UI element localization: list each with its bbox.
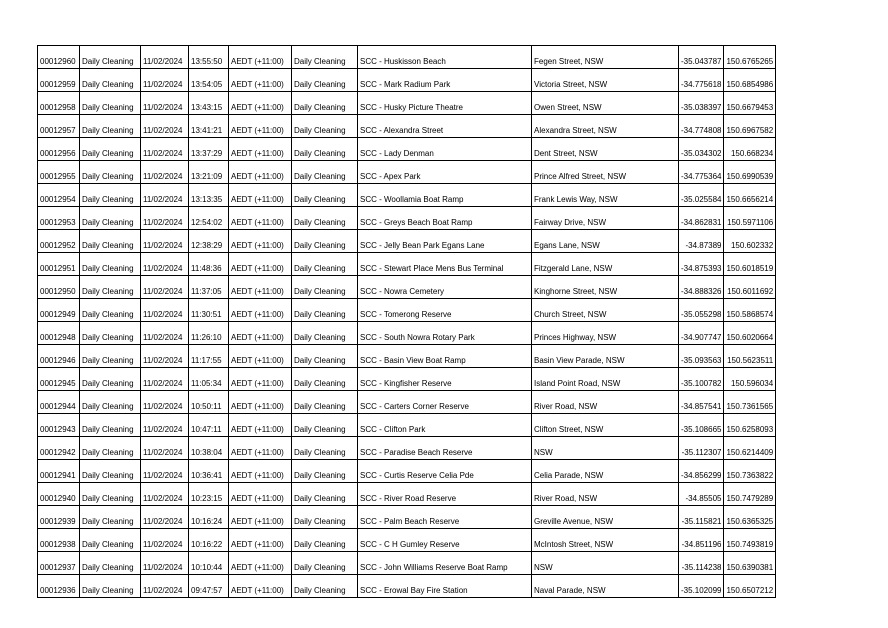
cell-address: Basin View Parade, NSW: [532, 345, 679, 368]
cell-record-id: 00012960: [38, 46, 80, 69]
cell-date: 11/02/2024: [141, 460, 189, 483]
cell-time: 13:43:15: [189, 92, 229, 115]
cell-site-name: SCC - C H Gumley Reserve: [358, 529, 532, 552]
cell-latitude: -34.862831: [679, 207, 724, 230]
cell-date: 11/02/2024: [141, 207, 189, 230]
cell-site-name: SCC - Apex Park: [358, 161, 532, 184]
cell-category: Daily Cleaning: [292, 460, 358, 483]
cell-address: NSW: [532, 552, 679, 575]
cell-latitude: -35.115821: [679, 506, 724, 529]
cell-timezone: AEDT (+11:00): [229, 69, 292, 92]
cell-time: 13:21:09: [189, 161, 229, 184]
cell-longitude: 150.7363822: [724, 460, 776, 483]
cell-category: Daily Cleaning: [292, 368, 358, 391]
cell-date: 11/02/2024: [141, 437, 189, 460]
cell-timezone: AEDT (+11:00): [229, 483, 292, 506]
table-row: [38, 276, 776, 299]
cell-time: 10:38:04: [189, 437, 229, 460]
cell-latitude: -35.112307: [679, 437, 724, 460]
cell-address: River Road, NSW: [532, 483, 679, 506]
cell-date: 11/02/2024: [141, 276, 189, 299]
cell-task-type: Daily Cleaning: [80, 529, 141, 552]
cell-category: Daily Cleaning: [292, 299, 358, 322]
cell-longitude: 150.7361565: [724, 391, 776, 414]
cell-site-name: SCC - Jelly Bean Park Egans Lane: [358, 230, 532, 253]
cell-time: 11:30:51: [189, 299, 229, 322]
cell-category: Daily Cleaning: [292, 230, 358, 253]
cell-record-id: 00012937: [38, 552, 80, 575]
cell-time: 12:38:29: [189, 230, 229, 253]
cell-record-id: 00012945: [38, 368, 80, 391]
cell-task-type: Daily Cleaning: [80, 506, 141, 529]
cell-category: Daily Cleaning: [292, 138, 358, 161]
cell-address: Celia Parade, NSW: [532, 460, 679, 483]
cell-longitude: 150.7493819: [724, 529, 776, 552]
cell-site-name: SCC - Stewart Place Mens Bus Terminal: [358, 253, 532, 276]
cell-site-name: SCC - Erowal Bay Fire Station: [358, 575, 532, 598]
cell-record-id: 00012958: [38, 92, 80, 115]
cell-date: 11/02/2024: [141, 414, 189, 437]
cell-latitude: -34.85505: [679, 483, 724, 506]
cell-site-name: SCC - Nowra Cemetery: [358, 276, 532, 299]
cell-task-type: Daily Cleaning: [80, 322, 141, 345]
cell-latitude: -34.775364: [679, 161, 724, 184]
cell-record-id: 00012951: [38, 253, 80, 276]
cell-latitude: -34.856299: [679, 460, 724, 483]
cell-longitude: 150.6020664: [724, 322, 776, 345]
cell-longitude: 150.6656214: [724, 184, 776, 207]
cell-task-type: Daily Cleaning: [80, 138, 141, 161]
cell-time: 10:50:11: [189, 391, 229, 414]
cell-timezone: AEDT (+11:00): [229, 552, 292, 575]
cell-task-type: Daily Cleaning: [80, 575, 141, 598]
cell-longitude: 150.7479289: [724, 483, 776, 506]
cell-date: 11/02/2024: [141, 391, 189, 414]
cell-timezone: AEDT (+11:00): [229, 529, 292, 552]
cell-record-id: 00012939: [38, 506, 80, 529]
cell-timezone: AEDT (+11:00): [229, 437, 292, 460]
cell-category: Daily Cleaning: [292, 437, 358, 460]
cell-longitude: 150.6507212: [724, 575, 776, 598]
cell-latitude: -35.114238: [679, 552, 724, 575]
cell-record-id: 00012946: [38, 345, 80, 368]
table-row: [38, 207, 776, 230]
cell-timezone: AEDT (+11:00): [229, 46, 292, 69]
table-row: [38, 230, 776, 253]
cell-task-type: Daily Cleaning: [80, 161, 141, 184]
cell-record-id: 00012956: [38, 138, 80, 161]
cell-time: 11:48:36: [189, 253, 229, 276]
cell-site-name: SCC - South Nowra Rotary Park: [358, 322, 532, 345]
cell-date: 11/02/2024: [141, 322, 189, 345]
cell-task-type: Daily Cleaning: [80, 46, 141, 69]
cell-longitude: 150.6679453: [724, 92, 776, 115]
cell-time: 13:41:21: [189, 115, 229, 138]
cell-category: Daily Cleaning: [292, 276, 358, 299]
cell-longitude: 150.6967582: [724, 115, 776, 138]
cell-site-name: SCC - Carters Corner Reserve: [358, 391, 532, 414]
cell-category: Daily Cleaning: [292, 46, 358, 69]
table-row: [38, 391, 776, 414]
cell-date: 11/02/2024: [141, 345, 189, 368]
cell-task-type: Daily Cleaning: [80, 92, 141, 115]
cell-date: 11/02/2024: [141, 529, 189, 552]
cell-category: Daily Cleaning: [292, 391, 358, 414]
cell-record-id: 00012952: [38, 230, 80, 253]
cell-time: 09:47:57: [189, 575, 229, 598]
cell-record-id: 00012944: [38, 391, 80, 414]
cell-record-id: 00012938: [38, 529, 80, 552]
table-row: [38, 368, 776, 391]
table-row: [38, 69, 776, 92]
cell-category: Daily Cleaning: [292, 414, 358, 437]
cell-record-id: 00012955: [38, 161, 80, 184]
cell-time: 13:37:29: [189, 138, 229, 161]
cell-address: Fairway Drive, NSW: [532, 207, 679, 230]
cell-site-name: SCC - Alexandra Street: [358, 115, 532, 138]
cell-date: 11/02/2024: [141, 483, 189, 506]
cell-latitude: -35.025584: [679, 184, 724, 207]
cell-latitude: -34.857541: [679, 391, 724, 414]
cell-task-type: Daily Cleaning: [80, 299, 141, 322]
cell-category: Daily Cleaning: [292, 207, 358, 230]
cell-date: 11/02/2024: [141, 161, 189, 184]
cell-date: 11/02/2024: [141, 115, 189, 138]
cell-address: Frank Lewis Way, NSW: [532, 184, 679, 207]
cell-record-id: 00012953: [38, 207, 80, 230]
cell-address: Victoria Street, NSW: [532, 69, 679, 92]
table-row: [38, 299, 776, 322]
cell-timezone: AEDT (+11:00): [229, 345, 292, 368]
cell-site-name: SCC - Curtis Reserve Celia Pde: [358, 460, 532, 483]
cell-date: 11/02/2024: [141, 299, 189, 322]
table-row: [38, 529, 776, 552]
cell-record-id: 00012940: [38, 483, 80, 506]
table-row: [38, 161, 776, 184]
cell-latitude: -35.055298: [679, 299, 724, 322]
cell-time: 10:16:22: [189, 529, 229, 552]
cell-address: Island Point Road, NSW: [532, 368, 679, 391]
cell-category: Daily Cleaning: [292, 115, 358, 138]
cell-latitude: -35.093563: [679, 345, 724, 368]
cell-time: 11:05:34: [189, 368, 229, 391]
cell-latitude: -34.907747: [679, 322, 724, 345]
cell-longitude: 150.5971106: [724, 207, 776, 230]
cell-site-name: SCC - Clifton Park: [358, 414, 532, 437]
cleaning-log-table: [37, 45, 776, 598]
cell-address: Egans Lane, NSW: [532, 230, 679, 253]
cell-latitude: -35.038397: [679, 92, 724, 115]
cell-address: Church Street, NSW: [532, 299, 679, 322]
cell-date: 11/02/2024: [141, 46, 189, 69]
cell-address: Fitzgerald Lane, NSW: [532, 253, 679, 276]
cell-record-id: 00012943: [38, 414, 80, 437]
cell-latitude: -35.100782: [679, 368, 724, 391]
cell-time: 10:36:41: [189, 460, 229, 483]
cell-task-type: Daily Cleaning: [80, 483, 141, 506]
cell-category: Daily Cleaning: [292, 69, 358, 92]
cell-site-name: SCC - Paradise Beach Reserve: [358, 437, 532, 460]
cell-timezone: AEDT (+11:00): [229, 276, 292, 299]
cell-longitude: 150.6258093: [724, 414, 776, 437]
cell-category: Daily Cleaning: [292, 345, 358, 368]
cell-task-type: Daily Cleaning: [80, 460, 141, 483]
cell-time: 11:26:10: [189, 322, 229, 345]
cell-task-type: Daily Cleaning: [80, 391, 141, 414]
cell-category: Daily Cleaning: [292, 322, 358, 345]
cell-timezone: AEDT (+11:00): [229, 138, 292, 161]
cell-task-type: Daily Cleaning: [80, 230, 141, 253]
cell-time: 10:23:15: [189, 483, 229, 506]
cell-longitude: 150.6214409: [724, 437, 776, 460]
cell-address: Owen Street, NSW: [532, 92, 679, 115]
cell-site-name: SCC - Tomerong Reserve: [358, 299, 532, 322]
cell-task-type: Daily Cleaning: [80, 69, 141, 92]
cell-address: River Road, NSW: [532, 391, 679, 414]
cell-site-name: SCC - Mark Radium Park: [358, 69, 532, 92]
cell-timezone: AEDT (+11:00): [229, 322, 292, 345]
cell-time: 10:47:11: [189, 414, 229, 437]
cell-address: Kinghorne Street, NSW: [532, 276, 679, 299]
cell-longitude: 150.6011692: [724, 276, 776, 299]
cell-latitude: -34.888326: [679, 276, 724, 299]
cell-task-type: Daily Cleaning: [80, 414, 141, 437]
cell-site-name: SCC - Greys Beach Boat Ramp: [358, 207, 532, 230]
cell-time: 10:10:44: [189, 552, 229, 575]
cell-address: Prince Alfred Street, NSW: [532, 161, 679, 184]
table-row: [38, 345, 776, 368]
cell-time: 12:54:02: [189, 207, 229, 230]
cell-longitude: 150.6765265: [724, 46, 776, 69]
cell-timezone: AEDT (+11:00): [229, 184, 292, 207]
cell-record-id: 00012941: [38, 460, 80, 483]
cell-address: McIntosh Street, NSW: [532, 529, 679, 552]
cell-task-type: Daily Cleaning: [80, 552, 141, 575]
cell-category: Daily Cleaning: [292, 161, 358, 184]
table-row: [38, 138, 776, 161]
cell-category: Daily Cleaning: [292, 184, 358, 207]
table-row: [38, 414, 776, 437]
cell-record-id: 00012949: [38, 299, 80, 322]
cell-timezone: AEDT (+11:00): [229, 230, 292, 253]
cell-latitude: -34.775618: [679, 69, 724, 92]
cell-date: 11/02/2024: [141, 184, 189, 207]
cell-address: Clifton Street, NSW: [532, 414, 679, 437]
cell-address: Alexandra Street, NSW: [532, 115, 679, 138]
cell-record-id: 00012959: [38, 69, 80, 92]
cell-site-name: SCC - John Williams Reserve Boat Ramp: [358, 552, 532, 575]
cell-task-type: Daily Cleaning: [80, 276, 141, 299]
cell-site-name: SCC - Palm Beach Reserve: [358, 506, 532, 529]
cell-address: Dent Street, NSW: [532, 138, 679, 161]
cell-longitude: 150.5623511: [724, 345, 776, 368]
cell-timezone: AEDT (+11:00): [229, 368, 292, 391]
cell-task-type: Daily Cleaning: [80, 368, 141, 391]
cell-timezone: AEDT (+11:00): [229, 253, 292, 276]
table-row: [38, 92, 776, 115]
cell-time: 13:54:05: [189, 69, 229, 92]
table-row: [38, 506, 776, 529]
table-body: [38, 46, 776, 598]
cell-task-type: Daily Cleaning: [80, 207, 141, 230]
table-row: [38, 437, 776, 460]
cell-latitude: -34.774808: [679, 115, 724, 138]
cell-record-id: 00012950: [38, 276, 80, 299]
cell-address: NSW: [532, 437, 679, 460]
cell-timezone: AEDT (+11:00): [229, 161, 292, 184]
cell-latitude: -34.87389: [679, 230, 724, 253]
table-row: [38, 46, 776, 69]
cell-date: 11/02/2024: [141, 92, 189, 115]
cell-time: 11:17:55: [189, 345, 229, 368]
cell-time: 13:13:35: [189, 184, 229, 207]
table-row: [38, 575, 776, 598]
cell-timezone: AEDT (+11:00): [229, 207, 292, 230]
cell-latitude: -34.851196: [679, 529, 724, 552]
cell-task-type: Daily Cleaning: [80, 184, 141, 207]
cell-time: 13:55:50: [189, 46, 229, 69]
cell-timezone: AEDT (+11:00): [229, 299, 292, 322]
cell-date: 11/02/2024: [141, 552, 189, 575]
table-row: [38, 322, 776, 345]
cell-timezone: AEDT (+11:00): [229, 575, 292, 598]
cell-longitude: 150.668234: [724, 138, 776, 161]
cell-task-type: Daily Cleaning: [80, 253, 141, 276]
cell-record-id: 00012942: [38, 437, 80, 460]
cell-timezone: AEDT (+11:00): [229, 391, 292, 414]
cell-category: Daily Cleaning: [292, 92, 358, 115]
cell-date: 11/02/2024: [141, 575, 189, 598]
cell-date: 11/02/2024: [141, 506, 189, 529]
cell-date: 11/02/2024: [141, 138, 189, 161]
cell-task-type: Daily Cleaning: [80, 345, 141, 368]
table-row: [38, 552, 776, 575]
table-row: [38, 460, 776, 483]
cell-category: Daily Cleaning: [292, 529, 358, 552]
cell-category: Daily Cleaning: [292, 506, 358, 529]
cell-longitude: 150.602332: [724, 230, 776, 253]
cell-timezone: AEDT (+11:00): [229, 115, 292, 138]
cell-longitude: 150.5868574: [724, 299, 776, 322]
cell-timezone: AEDT (+11:00): [229, 460, 292, 483]
cell-record-id: 00012936: [38, 575, 80, 598]
cell-longitude: 150.6018519: [724, 253, 776, 276]
cell-task-type: Daily Cleaning: [80, 115, 141, 138]
cell-record-id: 00012954: [38, 184, 80, 207]
cell-latitude: -35.102099: [679, 575, 724, 598]
cell-site-name: SCC - Huskisson Beach: [358, 46, 532, 69]
table-row: [38, 483, 776, 506]
cell-timezone: AEDT (+11:00): [229, 92, 292, 115]
cell-address: Princes Highway, NSW: [532, 322, 679, 345]
cell-timezone: AEDT (+11:00): [229, 414, 292, 437]
cell-address: Greville Avenue, NSW: [532, 506, 679, 529]
table-row: [38, 253, 776, 276]
table-row: [38, 184, 776, 207]
cell-category: Daily Cleaning: [292, 552, 358, 575]
cell-task-type: Daily Cleaning: [80, 437, 141, 460]
cell-longitude: 150.6990539: [724, 161, 776, 184]
cell-category: Daily Cleaning: [292, 575, 358, 598]
cell-date: 11/02/2024: [141, 230, 189, 253]
cell-date: 11/02/2024: [141, 368, 189, 391]
cell-address: Naval Parade, NSW: [532, 575, 679, 598]
cell-date: 11/02/2024: [141, 253, 189, 276]
cell-address: Fegen Street, NSW: [532, 46, 679, 69]
table-row: [38, 115, 776, 138]
cell-latitude: -34.875393: [679, 253, 724, 276]
cell-time: 11:37:05: [189, 276, 229, 299]
cell-timezone: AEDT (+11:00): [229, 506, 292, 529]
cell-site-name: SCC - Kingfisher Reserve: [358, 368, 532, 391]
cell-longitude: 150.6390381: [724, 552, 776, 575]
cell-site-name: SCC - Woollamia Boat Ramp: [358, 184, 532, 207]
cell-longitude: 150.6854986: [724, 69, 776, 92]
cell-category: Daily Cleaning: [292, 483, 358, 506]
cell-time: 10:16:24: [189, 506, 229, 529]
cell-site-name: SCC - River Road Reserve: [358, 483, 532, 506]
cell-latitude: -35.034302: [679, 138, 724, 161]
cell-site-name: SCC - Husky Picture Theatre: [358, 92, 532, 115]
cell-category: Daily Cleaning: [292, 253, 358, 276]
cell-latitude: -35.108665: [679, 414, 724, 437]
cell-latitude: -35.043787: [679, 46, 724, 69]
cell-longitude: 150.6365325: [724, 506, 776, 529]
cell-record-id: 00012948: [38, 322, 80, 345]
cell-site-name: SCC - Lady Denman: [358, 138, 532, 161]
cell-date: 11/02/2024: [141, 69, 189, 92]
cell-longitude: 150.596034: [724, 368, 776, 391]
cell-site-name: SCC - Basin View Boat Ramp: [358, 345, 532, 368]
cell-record-id: 00012957: [38, 115, 80, 138]
